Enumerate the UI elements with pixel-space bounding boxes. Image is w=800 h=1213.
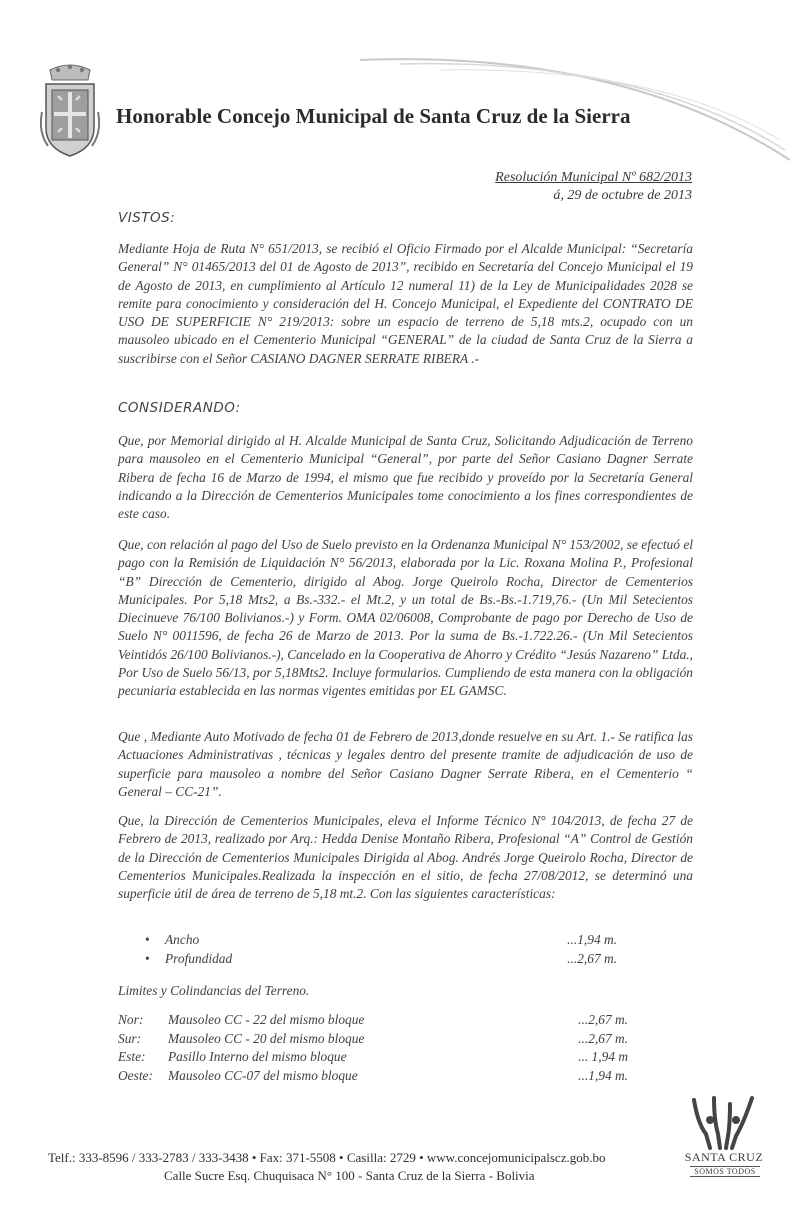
considerando-heading: CONSIDERANDO:: [118, 400, 241, 416]
santa-cruz-logo-name: SANTA CRUZ: [684, 1150, 764, 1164]
characteristic-label: Ancho: [165, 932, 200, 947]
considerando-paragraph-4: Que, la Dirección de Cementerios Municipales, eleva el Informe Técnico N° 104/2013, de fecha 27 de Febrero de 2013, realizado por Arq.: Hedda Denise Montaño Ribera, Profesional “A” Control de Gestión de la Dirección de Cementerios Municipales Dirigida al Abog. Andrés Jorge Queirolo Rocha, Director de Cementerios Municipales.Realizada la inspección en el sitio, de fecha 27/08/2012, se determinó una superficie útil de área de terreno de 5,18 mt.2. Con las siguientes características:: [118, 813, 693, 902]
limits-title: Limites y Colindancias del Terreno.: [118, 983, 310, 998]
bullet-icon: •: [145, 951, 150, 966]
vistos-heading: VISTOS:: [118, 210, 176, 226]
considerando-paragraph-1: Que, por Memorial dirigido al H. Alcalde Municipal de Santa Cruz, Solicitando Adjudicación de Terreno para mausoleo en el Cementerio Municipal “General”, por parte del Señor Casiano Dagner Serrate Ribera de fecha 16 de Marzo de 1994, el mismo que fue recibido y proveído por la Secretaría General indicando a la Dirección de Cementerios Municipales tome conocimiento a los fines correspondientes de este caso.: [118, 433, 693, 522]
limit-value: ... 1,94 m: [578, 1049, 628, 1064]
limit-description: Mausoleo CC-07 del mismo bloque: [168, 1067, 358, 1083]
characteristics-list: [145, 932, 625, 970]
table-row: [118, 1031, 628, 1050]
header-swoosh-decoration: [360, 40, 800, 170]
footer-contact-info: Telf.: 333-8596 / 333-2783 / 333-3438 • Fax: 371-5508 • Casilla: 2729 • www.concejomunicipalscz.gob.bo: [48, 1150, 606, 1165]
limit-description: Mausoleo CC - 22 del mismo bloque: [168, 1012, 365, 1027]
characteristic-value: ...1,94 m.: [567, 932, 617, 947]
limits-table: [118, 1012, 628, 1086]
table-row: [118, 1012, 628, 1031]
considerando-paragraph-3: Que , Mediante Auto Motivado de fecha 01 de Febrero de 2013,donde resuelve en su Art. 1.- Se ratifica las Actuaciones Administrativas , técnicas y legales dentro del presente tramite de adjudicación de uso de superficie para mausoleo a nombre del Señor Casiano Dagner Serrate Ribera, en el Cementerio “ General – CC-21”.: [118, 729, 693, 799]
limit-side: Este:: [118, 1049, 146, 1064]
list-item: [145, 932, 625, 951]
limit-value: ...2,67 m.: [578, 1012, 628, 1027]
limit-value: ...2,67 m.: [578, 1030, 628, 1046]
table-row: [118, 1049, 628, 1068]
santa-cruz-logo-tagline: SOMOS TODOS: [690, 1166, 760, 1177]
considerando-paragraph-2: Que, con relación al pago del Uso de Suelo previsto en la Ordenanza Municipal N° 153/2002, se efectuó el pago con la Remisión de Liquidación N° 56/2013, elaborada por la Lic. Roxana Molina P., Profesional “B” Dirección de Cementerio, dirigido al Abog. Jorge Queirolo Rocha, Director de Cementerios Municipales. Por 5,18 Mts2, a Bs.-332.- el Mt.2, y un total de Bs.-Bs.-1.719,76.- (Un Mil Setecientos Diecinueve 76/100 Bolivianos.-) y Form. OMA 02/06008, Comprobante de pago por Derecho de Uso de Suelo N° 0011596, de fecha 26 de Marzo de 2013. Por la suma de Bs.-1.722.26.- (Un Mil Setecientos Veintidós 26/100 Bolivianos.-), Cancelado en la Cooperativa de Ahorro y Crédito “Jesús Nazareno” Ltda., Por Uso de Suelo 56/13, por 5,18Mts2. Incluye formularios. Cumpliendo de esta manera con la obligación pecuniaria establecida en las normas vigentes emitidas por EL GAMSC.: [118, 537, 693, 699]
resolution-date: á, 29 de octubre de 2013: [553, 188, 692, 203]
resolution-number: Resolución Municipal Nº 682/2013: [495, 170, 692, 185]
organization-name: Honorable Concejo Municipal de Santa Cruz de la Sierra: [116, 104, 631, 128]
table-row: [118, 1068, 628, 1087]
coat-of-arms-icon: [40, 62, 100, 158]
characteristic-label: Profundidad: [165, 951, 233, 966]
list-item: [145, 951, 625, 970]
limit-side: Oeste:: [118, 1067, 153, 1083]
vistos-paragraph: Mediante Hoja de Ruta N° 651/2013, se recibió el Oficio Firmado por el Alcalde Municipal: “Secretaría General” N° 01465/2013 del 01 de Agosto de 2013”, recibido en Secretaría del Concejo Municipal el 19 de Agosto de 2013, en cumplimiento al Artículo 12 numeral 11) de la Ley de Municipalidades 2028 se remite para conocimiento y consideración del H. Concejo Municipal, el Expediente del CONTRATO DE USO DE SUPERFICIE N° 219/2013: sobre un espacio de terreno de 5,18 mts.2, ocupado con un mausoleo ubicado en el Cementerio Municipal “GENERAL” de la ciudad de Santa Cruz de la Sierra a suscribirse con el Señor CASIANO DAGNER SERRATE RIBERA .-: [118, 241, 693, 366]
footer-address: Calle Sucre Esq. Chuquisaca N° 100 - Santa Cruz de la Sierra - Bolivia: [164, 1168, 535, 1183]
characteristic-value: ...2,67 m.: [567, 951, 617, 966]
limit-side: Nor:: [118, 1012, 144, 1027]
limit-description: Pasillo Interno del mismo bloque: [168, 1049, 347, 1064]
limit-value: ...1,94 m.: [578, 1067, 628, 1083]
limit-side: Sur:: [118, 1030, 142, 1046]
limit-description: Mausoleo CC - 20 del mismo bloque: [168, 1030, 365, 1046]
bullet-icon: •: [145, 932, 150, 947]
